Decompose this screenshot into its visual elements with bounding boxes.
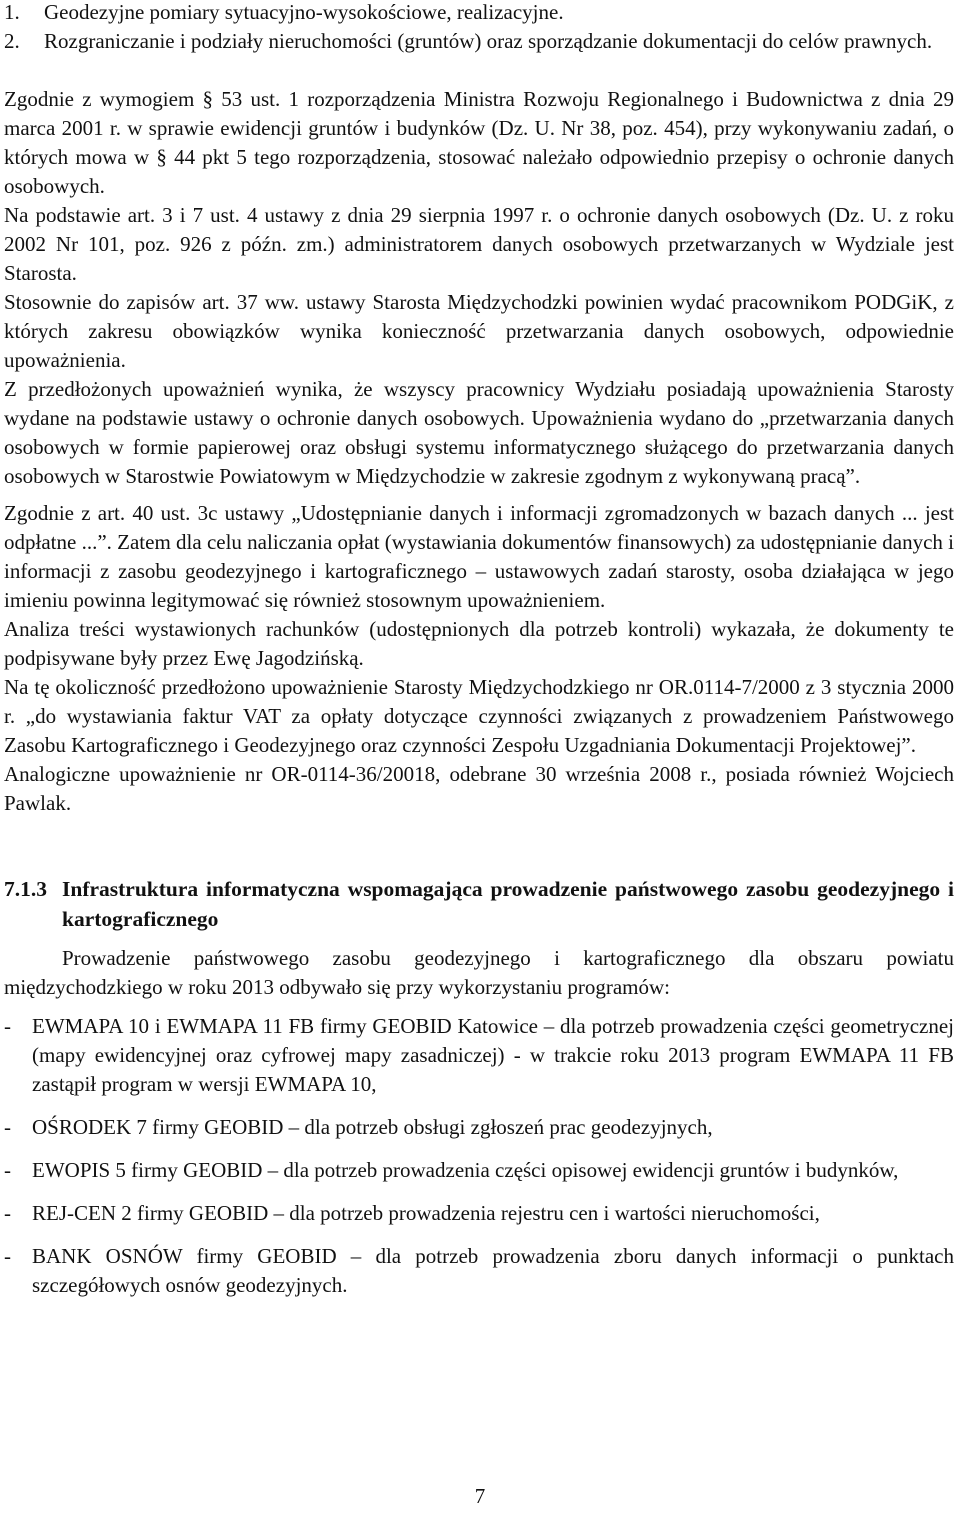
section-heading: [4, 874, 954, 934]
list-item-text: OŚRODEK 7 firmy GEOBID – dla potrzeb obsługi zgłoszeń prac geodezyjnych,: [32, 1115, 713, 1139]
list-item-number: 1.: [4, 0, 20, 24]
list-dash: -: [4, 1244, 11, 1268]
list-item: [4, 1199, 954, 1228]
list-item: [4, 1242, 954, 1300]
list-item-number: 2.: [4, 29, 20, 53]
list-dash: -: [4, 1014, 11, 1038]
section-intro: Prowadzenie państwowego zasobu geodezyjnego i kartograficznego dla obszaru powiatu międzychodzkiego w roku 2013 odbywało się przy wykorzystaniu programów:: [4, 946, 954, 999]
program-list: [4, 1012, 954, 1300]
page-content: [4, 0, 954, 1314]
paragraph: Zgodnie z art. 40 ust. 3c ustawy „Udostępnianie danych i informacji zgromadzonych w bazach danych ... jest odpłatne ...”. Zatem dla celu naliczania opłat (wystawiania dokumentów finansowych) za udostępnianie danych i informacji z zasobu geodezyjnego i kartograficznego – ustawowych zadań starosty, osoba działająca w jego imieniu powinna legitymować się również stosownym upoważnieniem.: [4, 501, 954, 612]
paragraph: Na tę okoliczność przedłożono upoważnienie Starosty Międzychodzkiego nr OR.0114-7/2000 z 3 stycznia 2000 r. „do wystawiania faktur VAT za opłaty dotyczące czynności związanych z prowadzeniem Państwowego Zasobu Kartograficznego i Geodezyjnego oraz czynności Zespołu Uzgadniania Dokumentacji Projektowej”.: [4, 675, 954, 757]
list-item-text: BANK OSNÓW firmy GEOBID – dla potrzeb prowadzenia zboru danych informacji o punktach szczegółowych osnów geodezyjnych.: [32, 1244, 954, 1297]
spacer: [4, 56, 954, 85]
list-item-text: EWMAPA 10 i EWMAPA 11 FB firmy GEOBID Katowice – dla potrzeb prowadzenia części geometrycznej (mapy ewidencyjnej oraz cyfrowej mapy zasadniczej) - w trakcie roku 2013 program EWMAPA 11 FB zastąpił program w wersji EWMAPA 10,: [32, 1014, 954, 1096]
numbered-list: [4, 0, 954, 56]
list-item: [4, 1156, 954, 1185]
list-item: [4, 1012, 954, 1099]
list-item-text: Rozgraniczanie i podziały nieruchomości (gruntów) oraz sporządzanie dokumentacji do celów prawnych.: [44, 29, 933, 53]
paragraph: Analogiczne upoważnienie nr OR-0114-36/20018, odebrane 30 września 2008 r., posiada również Wojciech Pawlak.: [4, 762, 954, 815]
list-item: [4, 0, 954, 27]
list-item-text: EWOPIS 5 firmy GEOBID – dla potrzeb prowadzenia części opisowej ewidencji gruntów i budynków,: [32, 1158, 899, 1182]
list-item-text: REJ-CEN 2 firmy GEOBID – dla potrzeb prowadzenia rejestru cen i wartości nieruchomości,: [32, 1201, 820, 1225]
list-dash: -: [4, 1158, 11, 1182]
paragraph: Stosownie do zapisów art. 37 ww. ustawy Starosta Międzychodzki powinien wydać pracownikom PODGiK, z których zakresu obowiązków wynika konieczność przetwarzania danych osobowych, odpowiednie upoważnienia.: [4, 290, 954, 372]
list-dash: -: [4, 1201, 11, 1225]
paragraph: Z przedłożonych upoważnień wynika, że wszyscy pracownicy Wydziału posiadają upoważnienia Starosty wydane na podstawie ustawy o ochronie danych osobowych. Upoważnienia wydano do „przetwarzania danych osobowych w formie papierowej oraz obsługi systemu informatycznego służącego do przetwarzania danych osobowych w Starostwie Powiatowym w Międzychodzie w zakresie zgodnym z wykonywaną pracą”.: [4, 377, 954, 488]
list-item: [4, 1113, 954, 1142]
list-item-text: Geodezyjne pomiary sytuacyjno-wysokościowe, realizacyjne.: [44, 0, 564, 24]
page-number: 7: [474, 1484, 486, 1508]
paragraph: Analiza treści wystawionych rachunków (udostępnionych dla potrzeb kontroli) wykazała, że dokumenty te podpisywane były przez Ewę Jagodzińską.: [4, 617, 954, 670]
list-item: [4, 27, 954, 56]
list-dash: -: [4, 1115, 11, 1139]
section-title: Infrastruktura informatyczna wspomagająca prowadzenie państwowego zasobu geodezyjnego i kartograficznego: [62, 877, 954, 931]
section-number: 7.1.3: [4, 877, 47, 901]
paragraph: Zgodnie z wymogiem § 53 ust. 1 rozporządzenia Ministra Rozwoju Regionalnego i Budownictwa z dnia 29 marca 2001 r. w sprawie ewidencji gruntów i budynków (Dz. U. Nr 38, poz. 454), przy wykonywaniu zadań, o których mowa w § 44 pkt 5 tego rozporządzenia, stosować należało odpowiednio przepisy o ochronie danych osobowych.: [4, 87, 954, 198]
paragraph: Na podstawie art. 3 i 7 ust. 4 ustawy z dnia 29 sierpnia 1997 r. o ochronie danych osobowych (Dz. U. z roku 2002 Nr 101, poz. 926 z późn. zm.) administratorem danych osobowych przetwarzanych w Wydziale jest Starosta.: [4, 203, 954, 285]
